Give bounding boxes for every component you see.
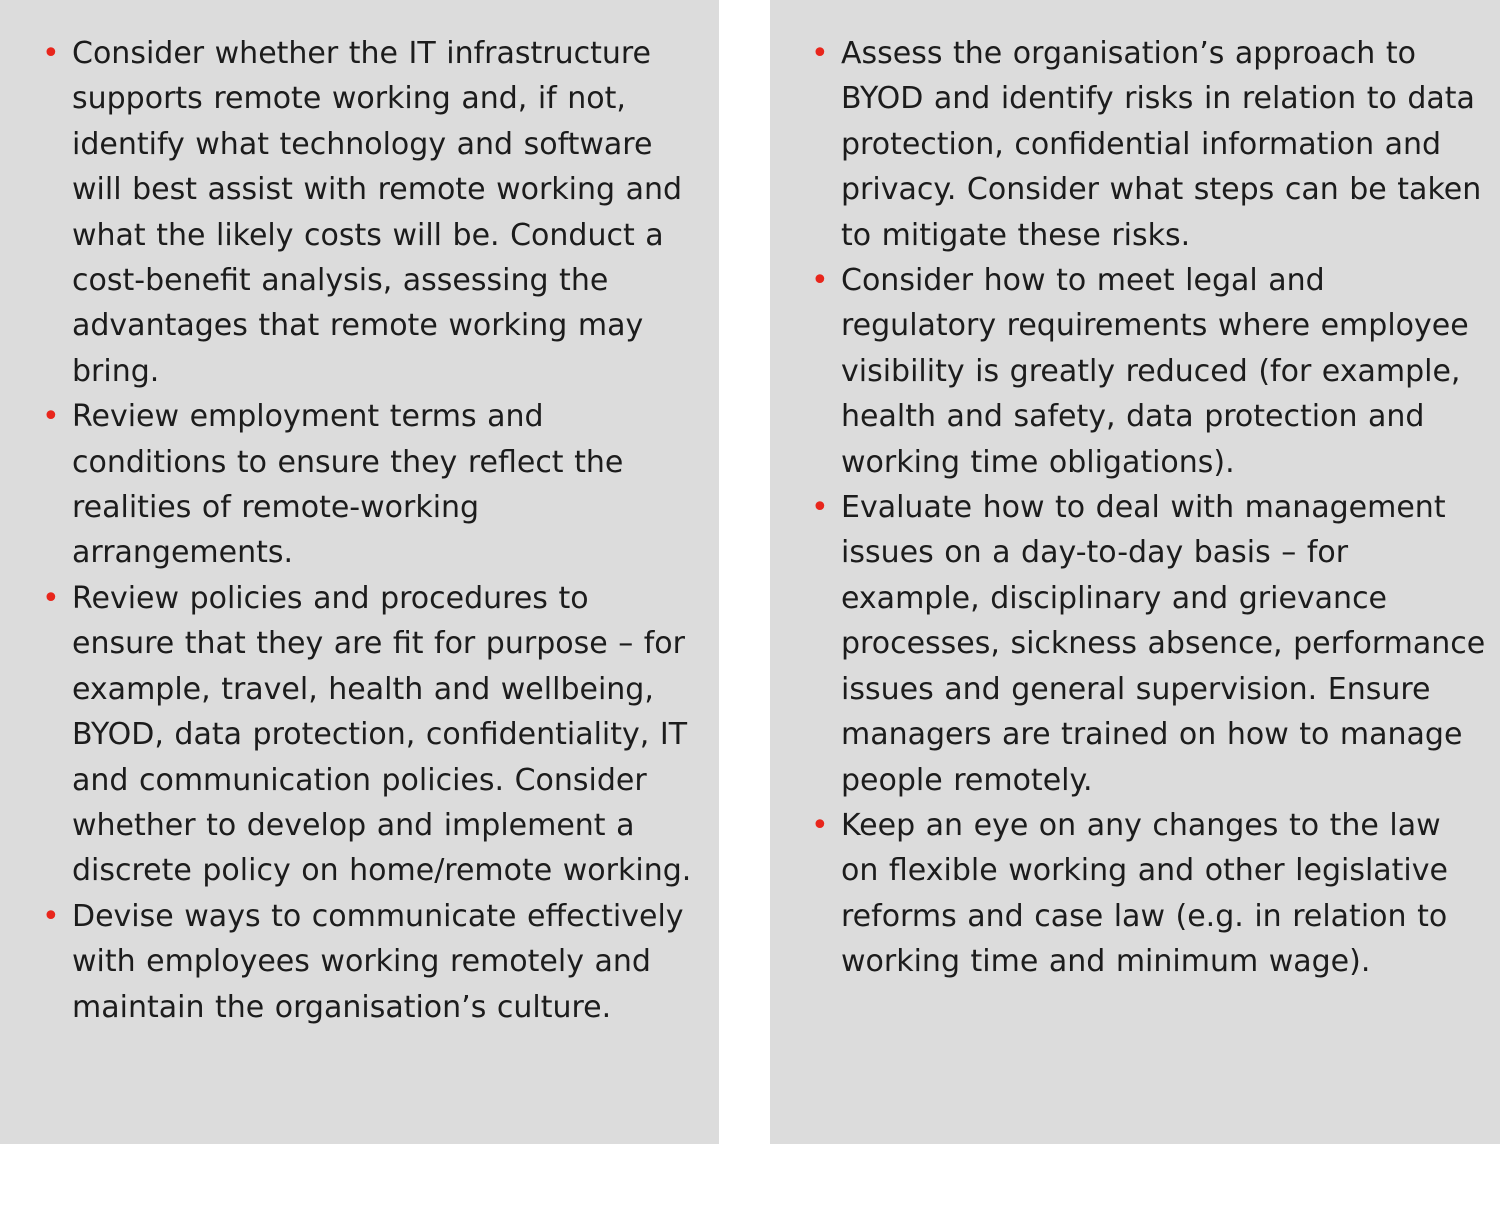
left-checklist-panel (0, 0, 719, 1144)
list-item (42, 576, 700, 894)
list-item (42, 31, 700, 394)
list-item (42, 394, 700, 576)
bullet-icon: • (42, 580, 60, 616)
bullet-icon: • (42, 399, 60, 435)
left-bullet-list (42, 31, 700, 1030)
right-bullet-list (811, 31, 1487, 985)
list-item (811, 258, 1487, 485)
bullet-icon: • (811, 36, 829, 71)
item-text: Assess the organisation’s approach to BYOD and identify risks in relation to data protection, confidential information and privacy. Consider what steps can be taken to mitigate these risks. (841, 36, 1482, 253)
right-checklist-panel (770, 0, 1500, 1144)
bullet-icon: • (42, 898, 60, 934)
item-text: Evaluate how to deal with management issues on a day-to-day basis – for example, disciplinary and grievance processes, sickness absence, performance issues and general supervision. Ensure managers are trained on how to manage people remotely. (841, 490, 1486, 798)
item-text: Review policies and procedures to ensure that they are fit for purpose – for example, travel, health and wellbeing, BYOD, data protection, confidentiality, IT and communication policies. Consider whether to develop and implement a discrete policy on home/remote working. (72, 580, 692, 889)
list-item (811, 803, 1487, 985)
bullet-icon: • (811, 807, 829, 843)
list-item (811, 31, 1487, 258)
item-text: Consider whether the IT infrastructure supports remote working and, if not, identify what technology and software will best assist with remote working and what the likely costs will be. Conduct a cost-benefit analysis, assessing the advantages that remote working may bring. (72, 36, 683, 389)
bullet-icon: • (811, 490, 829, 526)
item-text: Devise ways to communicate effectively with employees working remotely and maintain the organisation’s culture. (72, 898, 684, 1025)
list-item (42, 894, 700, 1030)
item-text: Review employment terms and conditions to ensure they reflect the realities of remote-working arrangements. (72, 399, 624, 571)
bullet-icon: • (811, 263, 829, 299)
bullet-icon: • (42, 36, 60, 71)
item-text: Consider how to meet legal and regulatory requirements where employee visibility is greatly reduced (for example, health and safety, data protection and working time obligations). (841, 263, 1469, 480)
list-item (811, 485, 1487, 803)
item-text: Keep an eye on any changes to the law on flexible working and other legislative reforms and case law (e.g. in relation to working time and minimum wage). (841, 807, 1448, 980)
